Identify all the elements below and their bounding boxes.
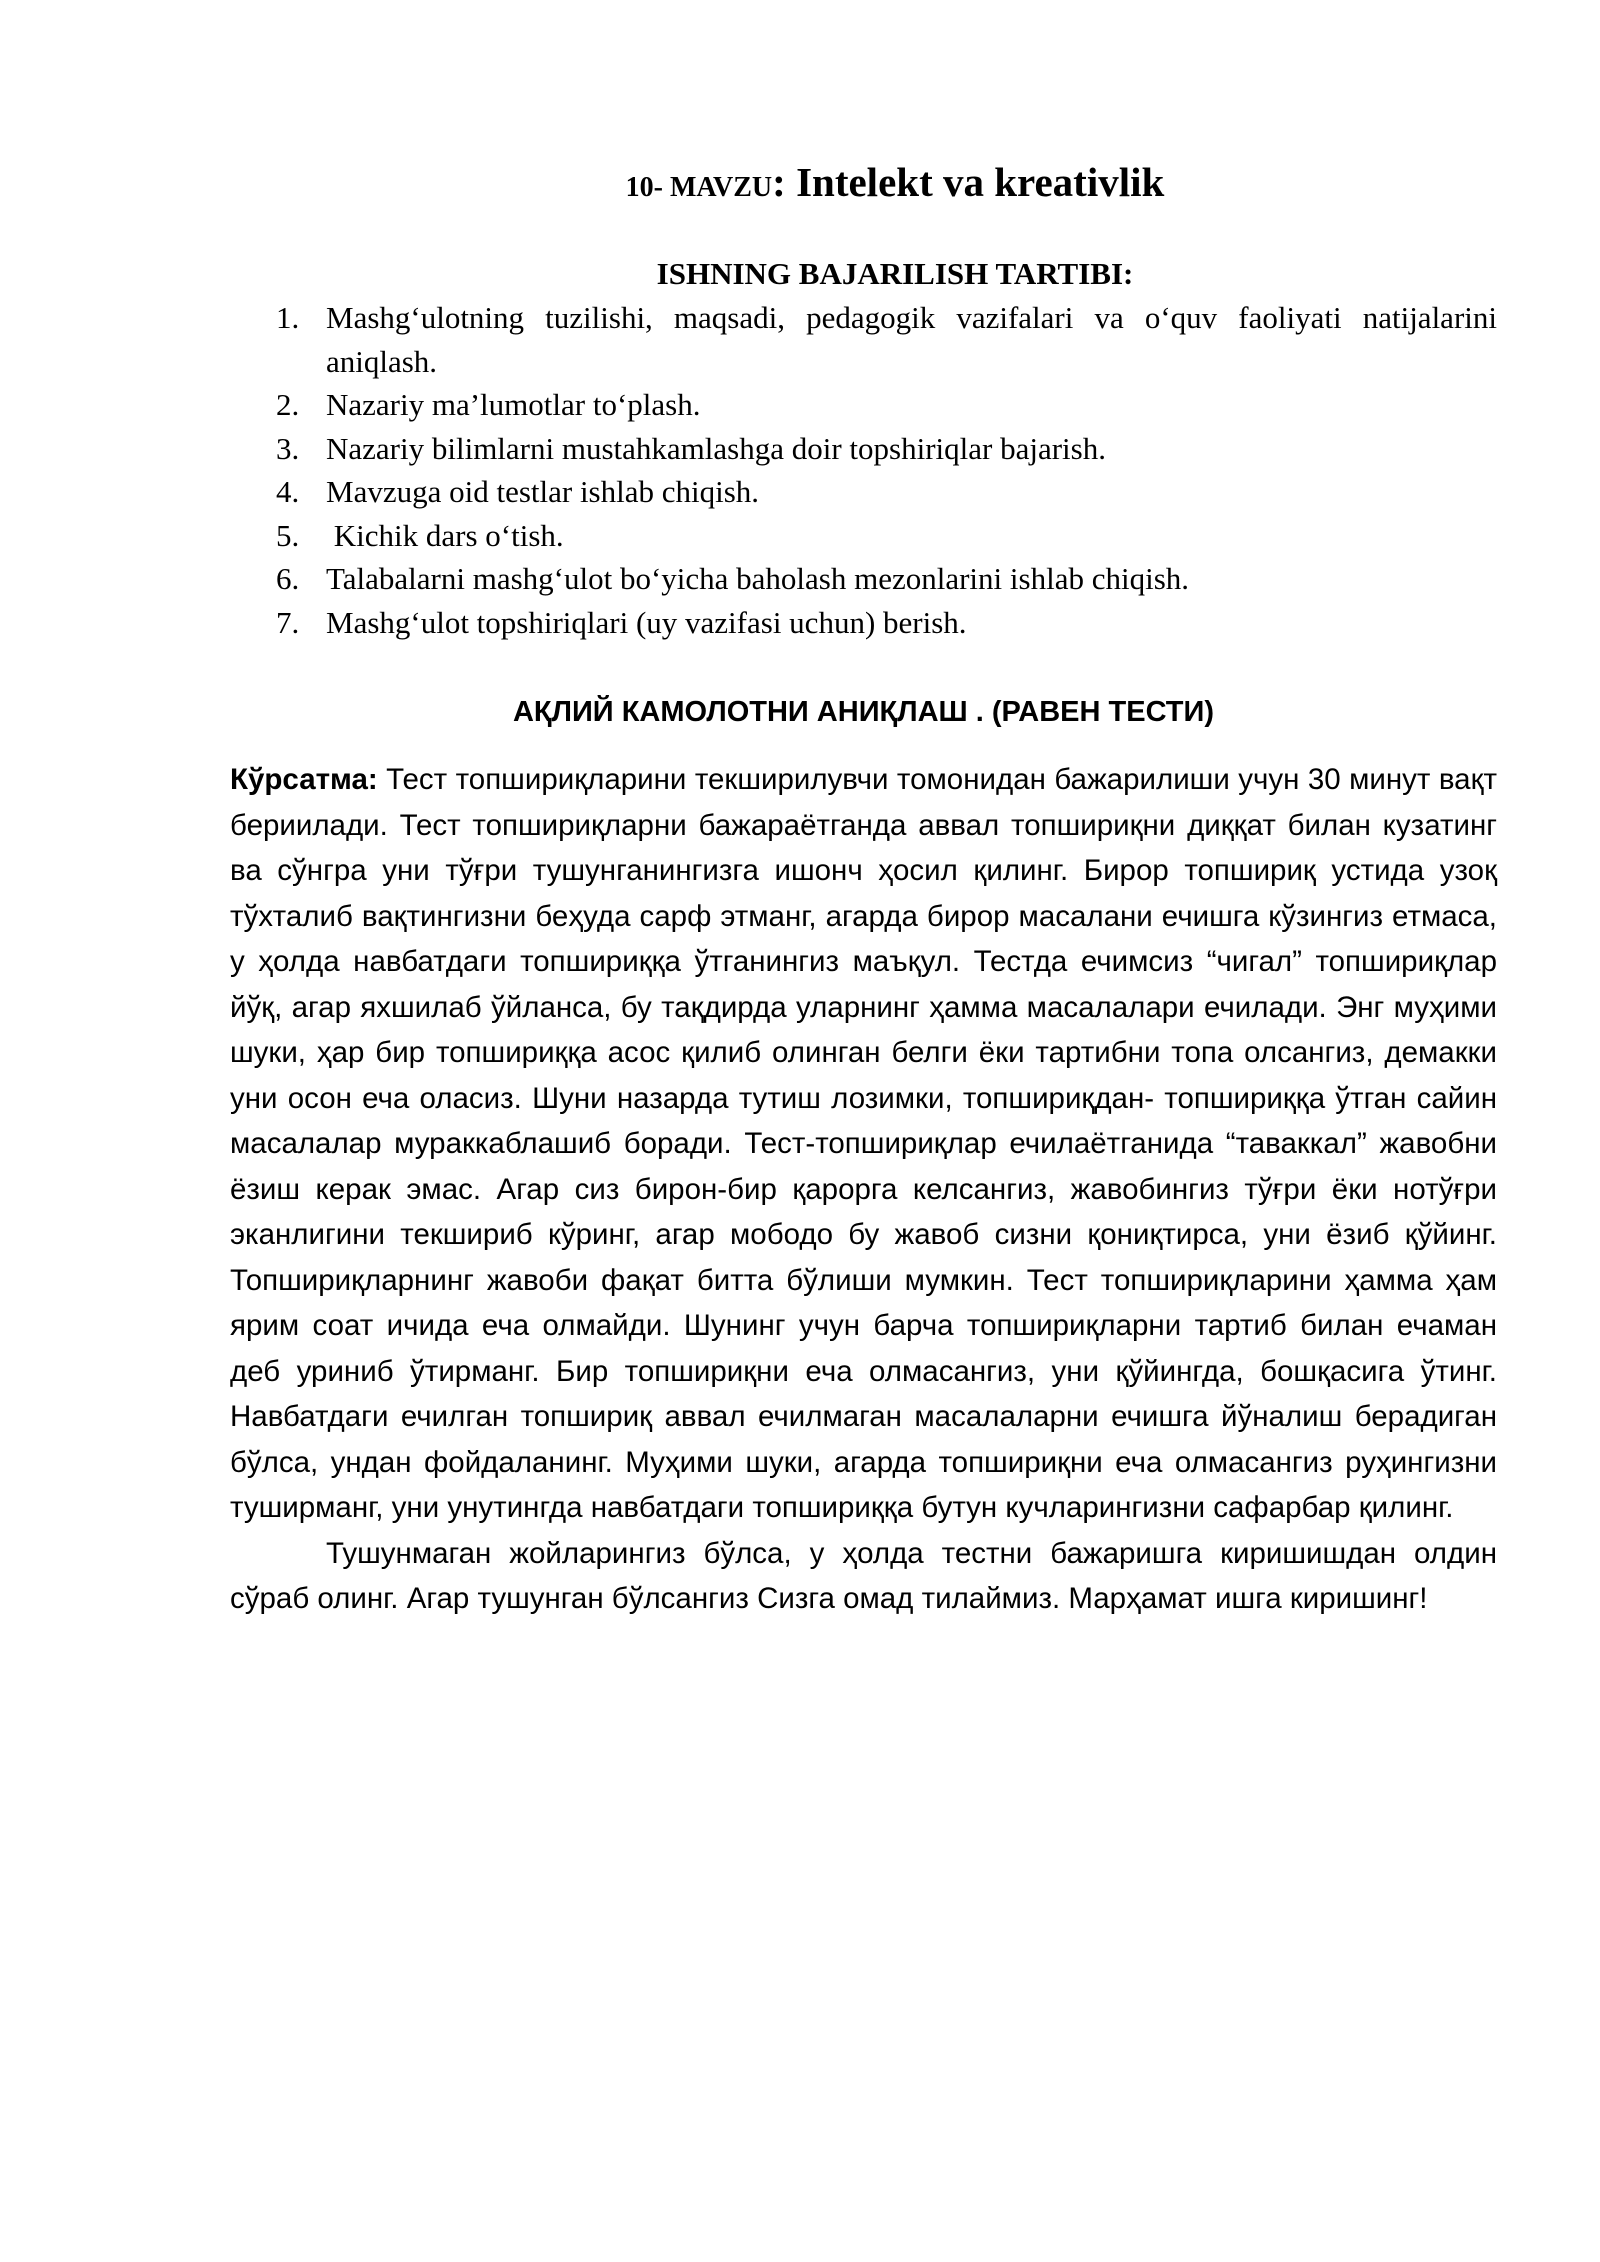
list-item xyxy=(230,296,1497,383)
step-text: Kichik dars o‘tish. xyxy=(326,517,564,553)
step-number: 1. xyxy=(276,300,300,335)
step-text: Nazariy ma’lumotlar to‘plash. xyxy=(326,387,701,422)
step-number: 7. xyxy=(276,604,300,640)
list-item xyxy=(230,470,1497,514)
list-item xyxy=(230,383,1497,427)
topic-separator: : xyxy=(772,159,797,205)
raven-test-heading: АҚЛИЙ КАМОЛОТНИ АНИҚЛАШ . (РАВЕН ТЕСТИ) xyxy=(512,696,1215,728)
work-order-heading: ISHNING BAJARILISH TARTIBI: xyxy=(656,256,1134,291)
step-number: 5. xyxy=(276,517,300,553)
topic-number-label: 10- MAVZU xyxy=(625,172,773,203)
step-text: Talabalarni mashg‘ulot bo‘yicha baholash mezonlarini ishlab chiqish. xyxy=(326,561,1190,596)
step-number: 2. xyxy=(276,387,300,422)
topic-name: Intelekt va kreativlik xyxy=(796,159,1165,205)
closing-paragraph: Тушунмаган жойларингиз бўлса, у ҳолда тестни бажаришга киришишдан олдин сўраб олинг. Агар тушунган бўлсангиз Сизга омад тилаймиз. Марҳамат ишга киришинг! xyxy=(230,1536,1497,1615)
list-item xyxy=(230,601,1497,645)
step-text: Mavzuga oid testlar ishlab chiqish. xyxy=(326,474,760,509)
topic-title xyxy=(230,158,1560,212)
step-text: Mashg‘ulot topshiriqlari (uy vazifasi uchun) berish. xyxy=(326,604,967,640)
list-item xyxy=(230,557,1497,601)
list-item xyxy=(230,427,1497,471)
step-number: 6. xyxy=(276,561,300,596)
instructions-section xyxy=(230,757,1497,1622)
work-steps-list xyxy=(230,296,1497,644)
step-text: Nazariy bilimlarni mustahkamlashga doir topshiriqlar bajarish. xyxy=(326,430,1106,466)
step-text: Mashg‘ulotning tuzilishi, maqsadi, pedagogik vazifalari va o‘quv faoliyati natijalarini aniqlash. xyxy=(326,300,1497,379)
step-number: 4. xyxy=(276,474,300,509)
instructions-paragraph xyxy=(230,757,1497,1531)
instructions-text: Тест топшириқларини текширилувчи томонидан бажарилиши учун 30 минут вақт бериилади. Тест топшириқларни бажараётганда аввал топшириқни диққат билан кузатинг ва сўнгра уни тўғри тушунганингизга ишонч ҳосил қилинг. Бирор топшириқ устида узоқ тўхталиб вақтингизни беҳуда сарф этманг, агарда бирор масалани ечишга кўзингиз етмаса, у ҳолда навбатдаги топшириққа ўтганингиз маъқул. Тестда ечимсиз “чигал” топшириқлар йўқ, агар яхшилаб ўйланса, бу тақдирда уларнинг ҳамма масалалари ечилади. Энг муҳими шуки, ҳар бир топшириққа асос қилиб олинган белги ёки тартибни топа олсангиз, демакки уни осон еча оласиз. Шуни назарда тутиш лозимки, топшириқдан- топшириққа ўтган сайин масалалар мураккаблашиб боради. Тест-топшириқлар ечилаётганида “таваккал” жавобни ёзиш керак эмас. Агар сиз бирон-бир қарорга келсангиз, жавобингиз тўғри ёки нотўғри эканлигини текшириб кўринг, агар мободо бу жавоб сизни қониқтирса, уни ёзиб қўйинг. Топшириқларнинг жавоби фақат битта бўлиши мумкин. Тест топшириқларини ҳамма ҳам ярим соат ичида еча олмайди. Шунинг учун барча топшириқларни тартиб билан ечаман деб уриниб ўтирманг. Бир топшириқни еча олмасангиз, уни қўйингда, бошқасига ўтинг. Навбатдаги ечилган топшириқ аввал ечилмаган масалаларни ечишга йўналиш берадиган бўлса, ундан фойдаланинг. Муҳими шуки, агарда топшириқни еча олмасангиз руҳингизни туширманг, уни унутингда навбатдаги топшириққа бутун кучларингизни сафарбар қилинг. xyxy=(230,763,1497,1524)
list-item xyxy=(230,514,1497,558)
step-number: 3. xyxy=(276,430,300,466)
instructions-label: Кўрсатма: xyxy=(230,763,378,796)
